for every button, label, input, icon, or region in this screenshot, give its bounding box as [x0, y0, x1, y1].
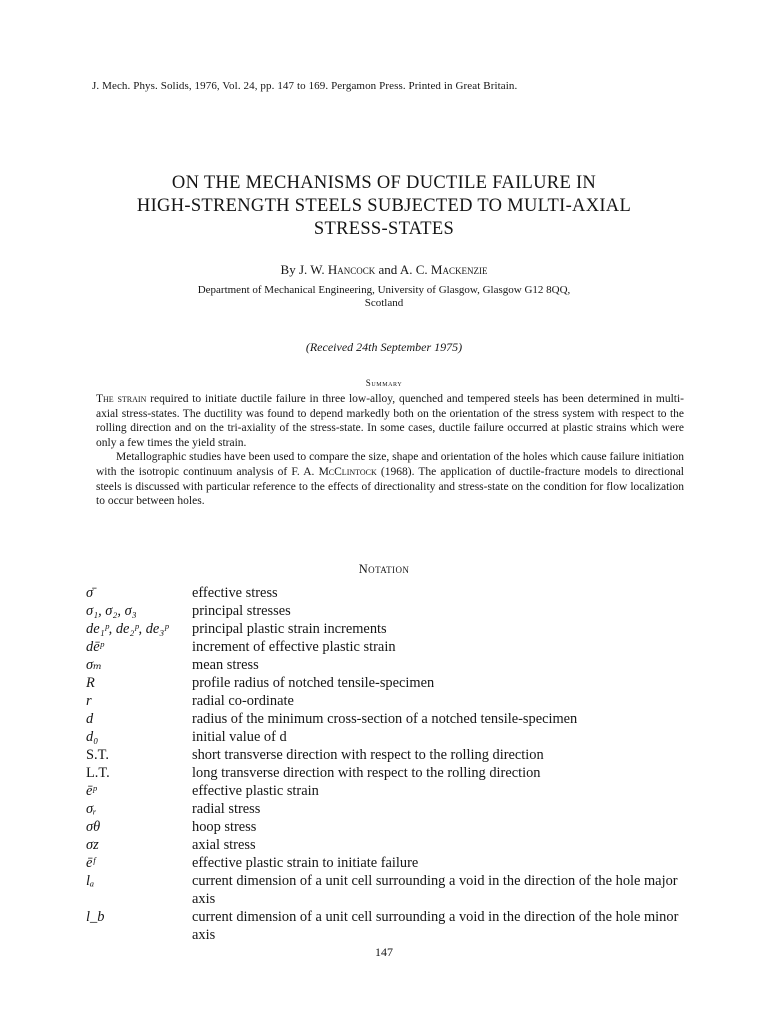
notation-symbol: ēᶠ: [86, 855, 95, 871]
notation-definition: current dimension of a unit cell surrounding a void in the direction of the hole major axis: [192, 873, 678, 907]
notation-symbol: ēᵖ: [86, 783, 97, 799]
notation-row: [86, 764, 696, 782]
authors-and: and A. C.: [375, 262, 431, 277]
title-line: ON THE MECHANISMS OF DUCTILE FAILURE IN: [171, 173, 597, 193]
notation-symbol: R: [86, 675, 95, 691]
notation-list: [86, 584, 696, 944]
notation-row: [86, 692, 696, 710]
notation-definition: short transverse direction with respect to the rolling direction: [192, 747, 544, 763]
notation-definition: long transverse direction with respect to the rolling direction: [192, 765, 541, 781]
notation-definition: principal plastic strain increments: [192, 621, 387, 637]
notation-definition: radial stress: [192, 801, 261, 817]
affiliation-line: Department of Mechanical Engineering, University of Glasgow, Glasgow G12 8QQ,: [197, 284, 571, 296]
notation-row: [86, 620, 696, 638]
notation-definition: axial stress: [192, 837, 256, 853]
authors-line: [0, 262, 768, 278]
notation-symbol: l_b: [86, 909, 105, 925]
notation-symbol: σz: [86, 837, 99, 853]
notation-definition: mean stress: [192, 657, 259, 673]
abstract-paragraph: [96, 450, 684, 508]
notation-definition: radial co-ordinate: [192, 693, 294, 709]
notation-definition: current dimension of a unit cell surrounding a void in the direction of the hole minor axis: [192, 909, 679, 943]
notation-definition: increment of effective plastic strain: [192, 639, 396, 655]
notation-heading: Notation: [358, 562, 410, 576]
notation-definition: initial value of d: [192, 729, 287, 745]
notation-symbol: σ̄: [86, 585, 94, 601]
title-line: STRESS-STATES: [313, 219, 455, 239]
journal-citation: J. Mech. Phys. Solids, 1976, Vol. 24, pp. 147 to 169. Pergamon Press. Printed in Great Britain.: [92, 80, 518, 92]
notation-symbol: S.T.: [86, 747, 109, 763]
notation-row: [86, 800, 696, 818]
notation-symbol: σₘ: [86, 657, 102, 673]
title-line: HIGH-STRENGTH STEELS SUBJECTED TO MULTI-AXIAL: [136, 196, 632, 216]
notation-definition: radius of the minimum cross-section of a notched tensile-specimen: [192, 711, 578, 727]
page-number: 147: [375, 945, 393, 959]
notation-definition: hoop stress: [192, 819, 257, 835]
notation-symbol: dēᵖ: [86, 639, 104, 655]
notation-row: [86, 836, 696, 854]
notation-symbol: r: [86, 693, 92, 709]
notation-symbol: σᵣ: [86, 801, 97, 817]
received-date: [0, 340, 768, 355]
notation-symbol: L.T.: [86, 765, 110, 781]
notation-row: [86, 782, 696, 800]
notation-row: [86, 908, 696, 944]
author2-surname: Mackenzie: [430, 262, 488, 277]
summary-heading: Summary: [365, 378, 403, 388]
abstract-text: (1968). The application of ductile-fracture models to directional steels is discussed with particular reference to the effects of directionality and stress-state on the condition for flow localization to occur between holes.: [96, 465, 684, 508]
notation-symbol: de₁ᵖ, de₂ᵖ, de₃ᵖ: [86, 621, 169, 637]
notation-row: [86, 638, 696, 656]
notation-symbol: σ₁, σ₂, σ₃: [86, 603, 137, 619]
notation-row: [86, 674, 696, 692]
abstract-lead: The strain: [96, 393, 147, 405]
paper-title: [60, 172, 708, 241]
notation-symbol: d: [86, 711, 94, 727]
notation-row: [86, 854, 696, 872]
notation-row: [86, 602, 696, 620]
authors-by: By J. W.: [280, 262, 328, 277]
abstract-text: Metallographic studies have been used to compare the size, shape and orientation of the holes which cause failure initiation with the isotropic continuum analysis of F. A.: [96, 451, 684, 478]
notation-row: [86, 872, 696, 908]
received-text: (Received 24th September 1975): [305, 340, 463, 354]
notation-definition: principal stresses: [192, 603, 291, 619]
abstract: [96, 392, 684, 509]
notation-row: [86, 710, 696, 728]
notation-row: [86, 746, 696, 764]
cited-author: McClintock: [318, 465, 377, 478]
notation-definition: effective stress: [192, 585, 278, 601]
notation-definition: profile radius of notched tensile-specimen: [192, 675, 435, 691]
notation-row: [86, 818, 696, 836]
notation-symbol: lₐ: [86, 873, 95, 889]
notation-definition: effective plastic strain to initiate failure: [192, 855, 419, 871]
affiliation-line: Scotland: [364, 297, 404, 309]
notation-row: [86, 584, 696, 602]
notation-row: [86, 728, 696, 746]
notation-row: [86, 656, 696, 674]
abstract-text: required to initiate ductile failure in three low-alloy, quenched and tempered steels has been determined in multi-axial stress-states. The ductility was found to depend markedly both on the orientation of the stress system with respect to the rolling direction and on the tri-axiality of the stress-state. In some cases, ductile failure occurred at plastic strains which were only a few times the yield strain.: [96, 393, 684, 449]
author1-surname: Hancock: [327, 262, 376, 277]
notation-symbol: d₀: [86, 729, 99, 745]
abstract-paragraph: [96, 392, 684, 450]
affiliation: [100, 284, 668, 310]
notation-definition: effective plastic strain: [192, 783, 319, 799]
notation-symbol: σθ: [86, 819, 101, 835]
